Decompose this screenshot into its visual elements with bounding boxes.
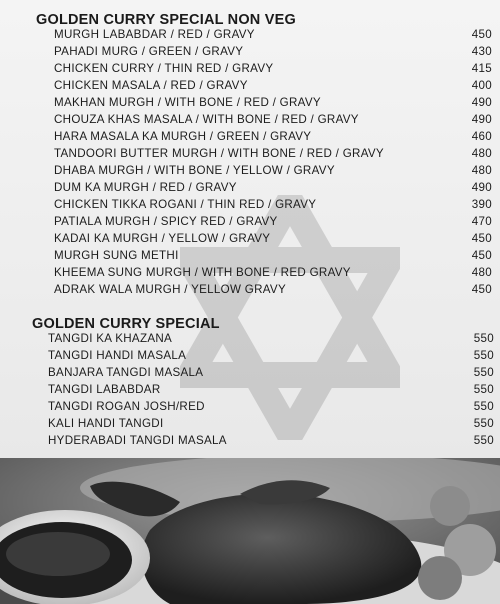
item-price: 450 <box>471 283 492 296</box>
item-name: CHOUZA KHAS MASALA / WITH BONE / RED / GRAVY <box>54 113 359 126</box>
list-item <box>0 215 500 232</box>
item-price: 550 <box>473 332 494 345</box>
list-item <box>0 332 500 349</box>
list-item <box>0 198 500 215</box>
item-price: 550 <box>473 366 494 379</box>
item-price: 550 <box>473 383 494 396</box>
item-name: CHICKEN MASALA / RED / GRAVY <box>54 79 248 92</box>
item-name: PATIALA MURGH / SPICY RED / GRAVY <box>54 215 278 228</box>
list-item <box>0 45 500 62</box>
list-item <box>0 400 500 417</box>
item-price: 430 <box>471 45 492 58</box>
item-name: TANGDI KA KHAZANA <box>48 332 173 345</box>
item-name: HARA MASALA KA MURGH / GREEN / GRAVY <box>54 130 312 143</box>
item-price: 480 <box>471 266 492 279</box>
item-price: 450 <box>471 28 492 41</box>
item-name: TANDOORI BUTTER MURGH / WITH BONE / RED / GRAVY <box>54 147 384 160</box>
food-photo <box>0 458 500 604</box>
item-price: 450 <box>471 232 492 245</box>
list-item <box>0 349 500 366</box>
item-price: 490 <box>471 113 492 126</box>
item-name: KADAI KA MURGH / YELLOW / GRAVY <box>54 232 271 245</box>
item-price: 450 <box>471 249 492 262</box>
section-title-non-veg: GOLDEN CURRY SPECIAL NON VEG <box>36 12 296 28</box>
list-item <box>0 130 500 147</box>
item-name: BANJARA TANGDI MASALA <box>48 366 204 379</box>
item-name: HYDERABADI TANGDI MASALA <box>48 434 227 447</box>
list-item <box>0 164 500 181</box>
item-name: TANGDI HANDI MASALA <box>48 349 187 362</box>
list-item <box>0 417 500 434</box>
list-item <box>0 434 500 451</box>
list-item <box>0 266 500 283</box>
item-name: ADRAK WALA MURGH / YELLOW GRAVY <box>54 283 286 296</box>
item-price: 550 <box>473 349 494 362</box>
section-title-special: GOLDEN CURRY SPECIAL <box>32 316 220 332</box>
item-name: DHABA MURGH / WITH BONE / YELLOW / GRAVY <box>54 164 335 177</box>
item-price: 550 <box>473 417 494 430</box>
item-price: 490 <box>471 96 492 109</box>
item-name: MURGH LABABDAR / RED / GRAVY <box>54 28 255 41</box>
item-name: CHICKEN CURRY / THIN RED / GRAVY <box>54 62 274 75</box>
list-item <box>0 383 500 400</box>
item-name: KALI HANDI TANGDI <box>48 417 164 430</box>
list-item <box>0 113 500 130</box>
item-price: 470 <box>471 215 492 228</box>
item-name: MAKHAN MURGH / WITH BONE / RED / GRAVY <box>54 96 321 109</box>
item-price: 480 <box>471 164 492 177</box>
list-item <box>0 181 500 198</box>
list-item <box>0 62 500 79</box>
item-price: 460 <box>471 130 492 143</box>
item-name: PAHADI MURG / GREEN / GRAVY <box>54 45 244 58</box>
item-name: MURGH SUNG METHI <box>54 249 179 262</box>
item-name: KHEEMA SUNG MURGH / WITH BONE / RED GRAVY <box>54 266 351 279</box>
item-name: CHICKEN TIKKA ROGANI / THIN RED / GRAVY <box>54 198 317 211</box>
item-price: 390 <box>471 198 492 211</box>
list-item <box>0 366 500 383</box>
list-item <box>0 28 500 45</box>
list-item <box>0 96 500 113</box>
list-item <box>0 232 500 249</box>
item-price: 550 <box>473 400 494 413</box>
list-item <box>0 249 500 266</box>
item-name: TANGDI ROGAN JOSH/RED <box>48 400 205 413</box>
food-photo-illustration <box>0 458 500 604</box>
list-item <box>0 79 500 96</box>
item-price: 490 <box>471 181 492 194</box>
list-item <box>0 283 500 300</box>
item-name: DUM KA MURGH / RED / GRAVY <box>54 181 237 194</box>
item-price: 480 <box>471 147 492 160</box>
list-item <box>0 147 500 164</box>
item-price: 415 <box>471 62 492 75</box>
item-price: 550 <box>473 434 494 447</box>
item-name: TANGDI LABABDAR <box>48 383 161 396</box>
item-price: 400 <box>471 79 492 92</box>
